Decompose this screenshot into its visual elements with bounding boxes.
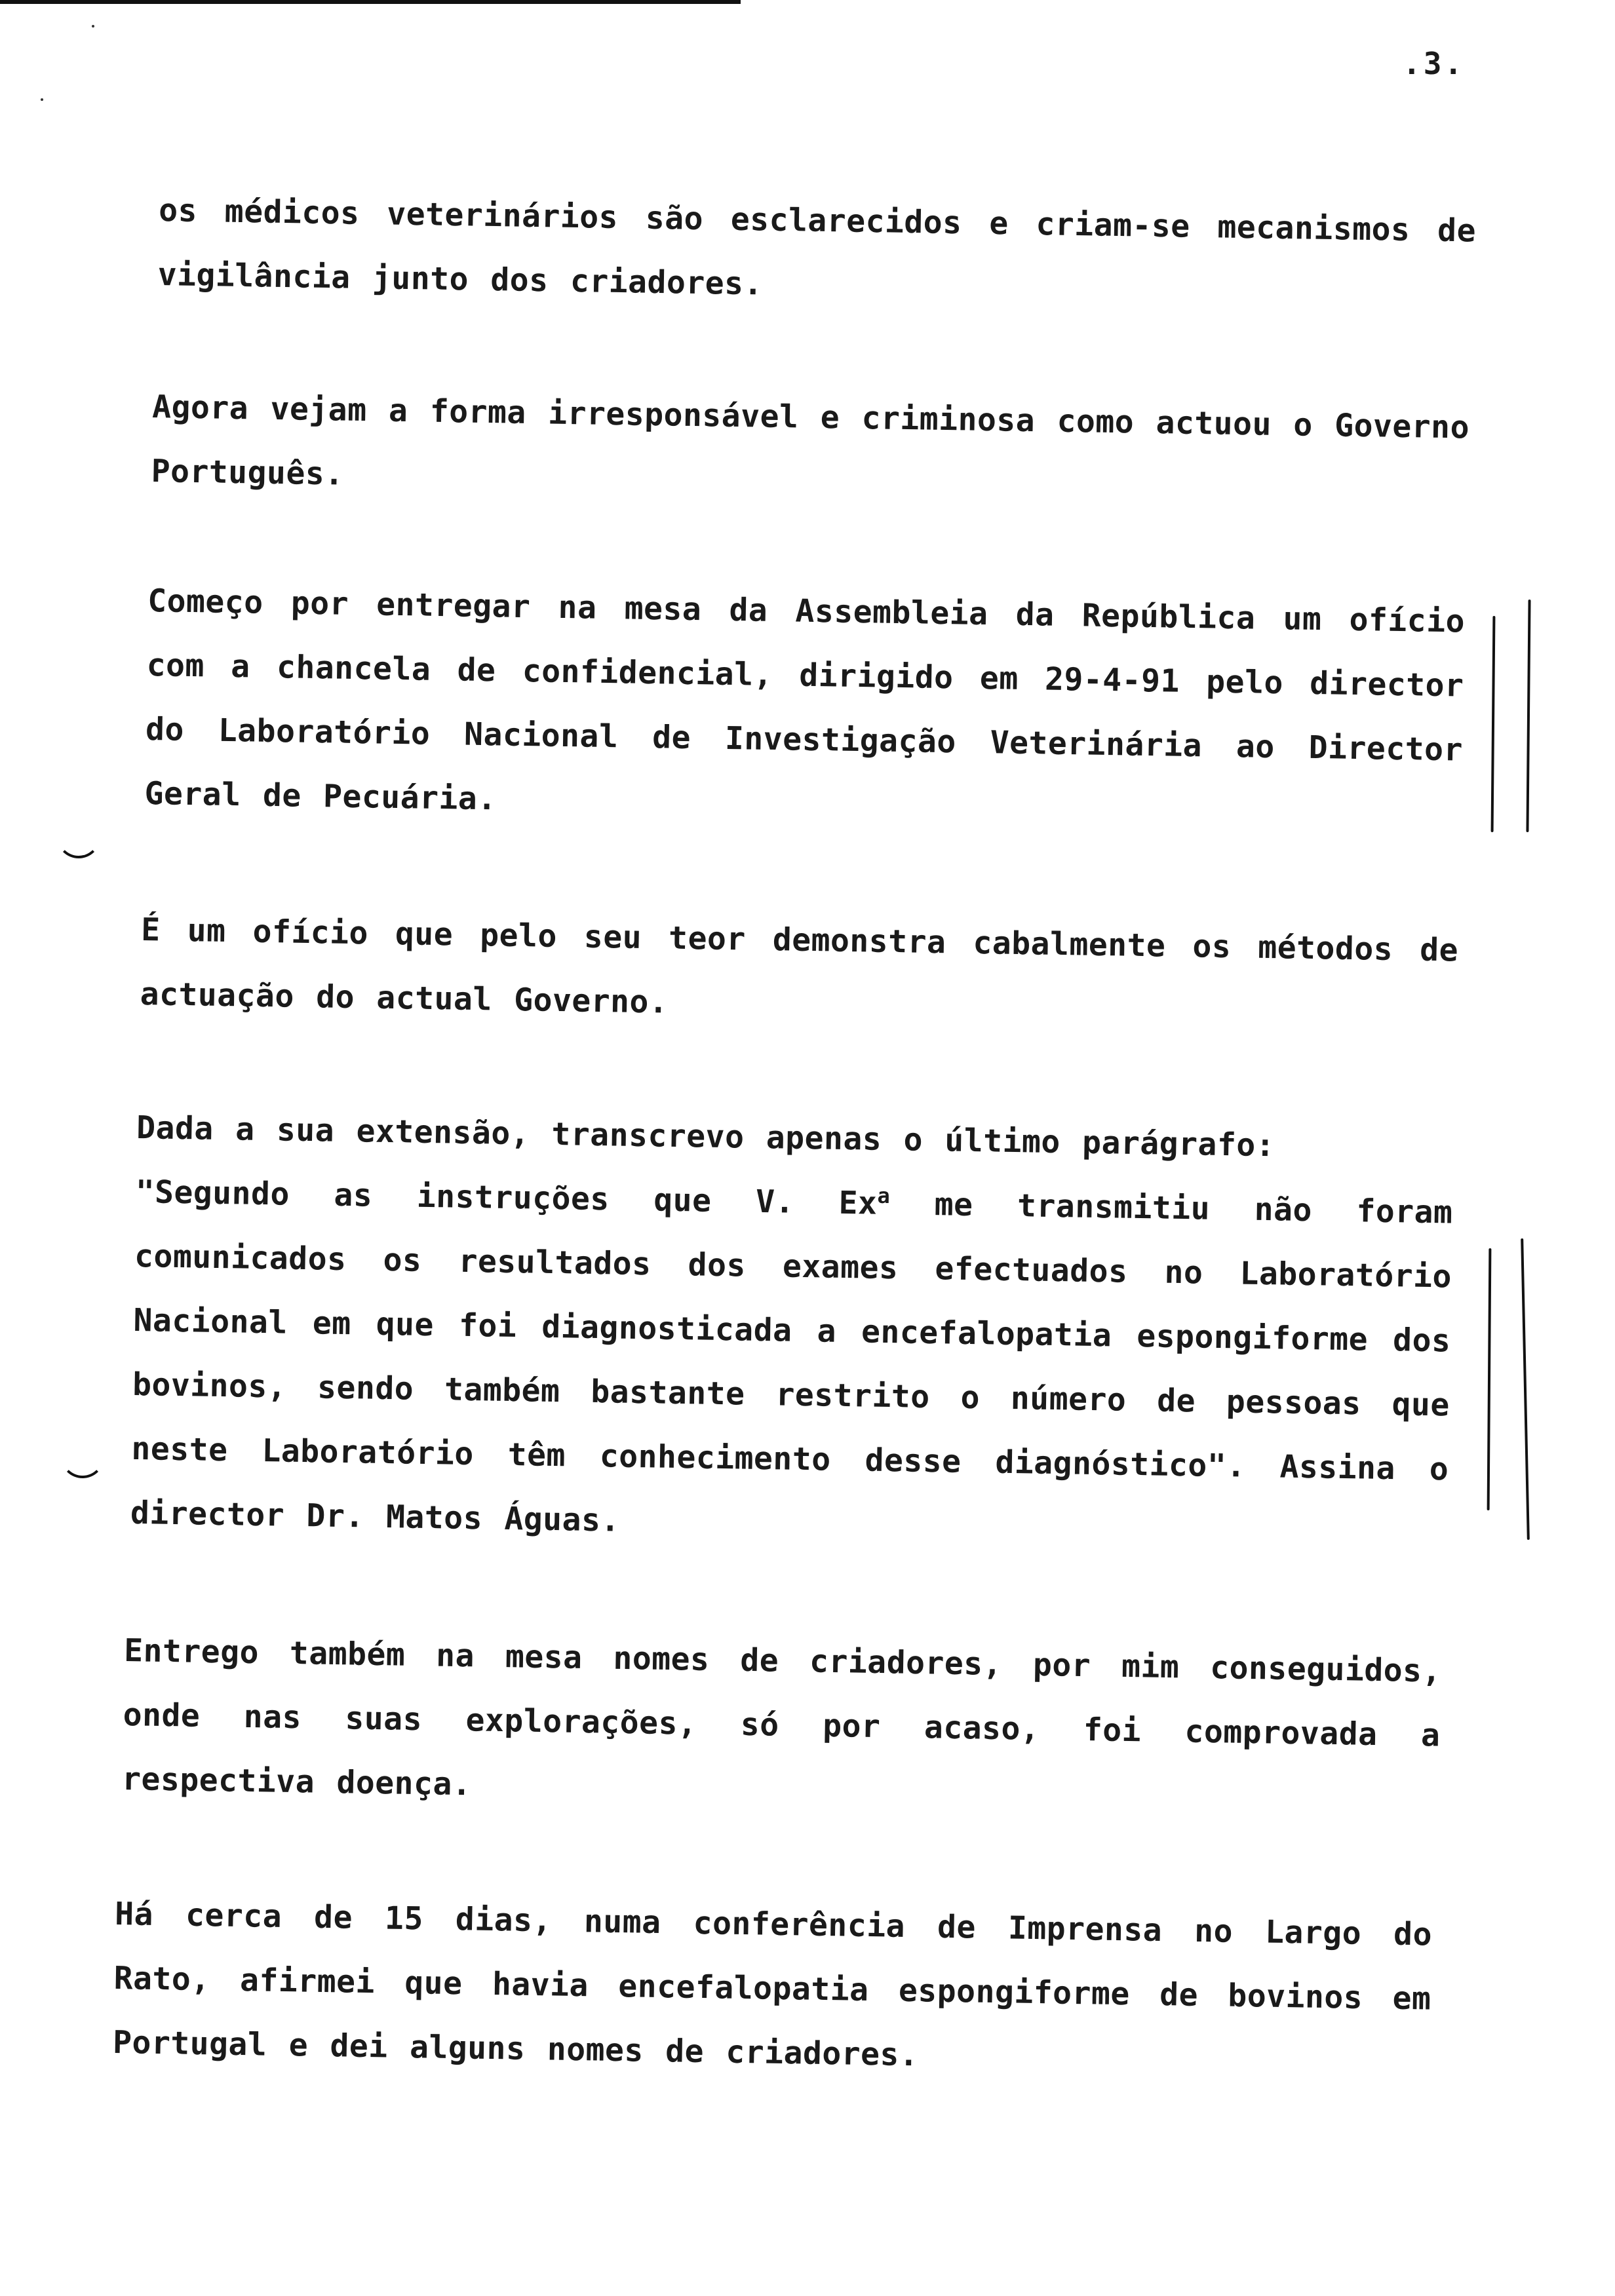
- paragraph-6: Entrego também na mesa nomes de criadores, por mim conseguidos, onde nas suas explorações, só por acaso, foi comprovada a respectiva doença.: [121, 1632, 1442, 1803]
- paragraph-4: É um ofício que pelo seu teor demonstra cabalmente os métodos de actuação do actual Governo.: [140, 911, 1459, 1021]
- margin-line-right-2: [1521, 1238, 1530, 1540]
- quote-rest: me transmitiu não foram comunicados os resultados dos exames efectuados no Laboratório Nacional em que foi diagnosticada a encefalopatia espongiforme dos bovinos, sendo também bastante restrito o número de pessoas que neste Laboratório têm conhecimento desse diagnóstico". Assina o director Dr. Matos Águas.: [130, 1185, 1453, 1539]
- page-number: .3.: [1403, 46, 1466, 81]
- top-border-line: [0, 0, 741, 4]
- paragraph-1: os médicos veterinários são esclarecidos e criam-se mecanismos de vigilância junto dos criadores.: [157, 191, 1477, 303]
- paragraph-5-intro: Dada a sua extensão, transcrevo apenas o último parágrafo:: [136, 1109, 1275, 1164]
- paragraph-3: Começo por entregar na mesa da Assembleia da República um ofício com a chancela de confidencial, dirigido em 29-4-91 pelo director do Laboratório Nacional de Investigação Veterinária ao Director Geral de Pecuária.: [144, 582, 1466, 818]
- paragraph-5: [130, 1096, 1454, 1565]
- margin-line-left-1: [1491, 616, 1496, 832]
- scan-speck: [92, 25, 94, 28]
- quote-start: "Segundo as instruções que V. Ex: [135, 1173, 878, 1222]
- paragraph-7: Há cerca de 15 dias, numa conferência de Imprensa no Largo do Rato, afirmei que havia encefalopatia espongiforme de bovinos em Portugal e dei alguns nomes de criadores.: [112, 1895, 1433, 2074]
- margin-line-right-1: [1526, 600, 1530, 832]
- paragraph-2: Agora vejam a forma irresponsável e criminosa como actuou o Governo Português.: [151, 388, 1470, 493]
- margin-tick-mark: [56, 831, 101, 858]
- quote-superscript: a: [877, 1183, 891, 1209]
- margin-line-left-2: [1487, 1248, 1492, 1510]
- margin-tick-mark: [60, 1451, 105, 1478]
- scan-speck: [41, 98, 43, 101]
